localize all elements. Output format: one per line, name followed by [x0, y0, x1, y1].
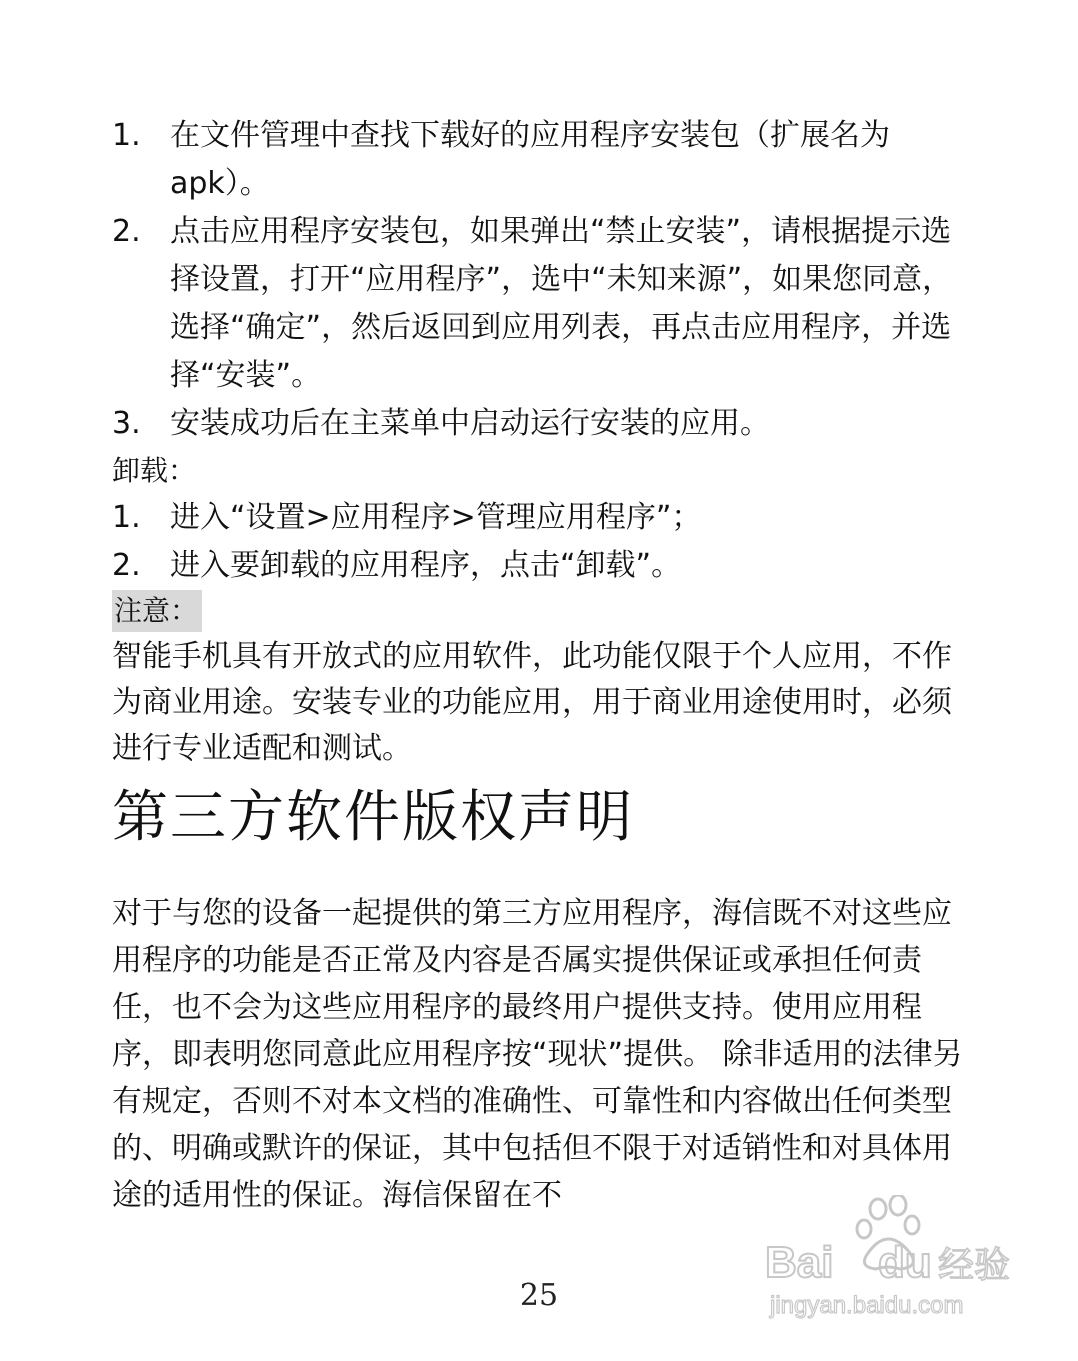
install-step-number: 3. [112, 406, 141, 441]
install-step-text: 点击应用程序安装包，如果弹出“禁止安装”，请根据提示选择设置，打开“应用程序”，选中“未知来源”，如果您同意，选择“确定”，然后返回到应用列表，再点击应用程序，并选择“安装”。 [170, 214, 953, 393]
note-block [112, 590, 972, 772]
uninstall-step [112, 542, 972, 590]
note-text: 智能手机具有开放式的应用软件，此功能仅限于个人应用，不作为商业用途。安装专业的功能应用，用于商业用途使用时，必须进行专业适配和测试。 [112, 639, 952, 766]
svg-text:jingyan.baidu.com: jingyan.baidu.com [770, 1292, 964, 1319]
install-step-number: 2. [112, 214, 141, 249]
svg-text:Bai: Bai [765, 1238, 834, 1287]
uninstall-step-number: 2. [112, 548, 141, 583]
uninstall-step-text: 进入要卸载的应用程序，点击“卸载”。 [170, 548, 682, 583]
install-step-text: 在文件管理中查找下载好的应用程序安装包（扩展名为apk）。 [170, 118, 890, 201]
page-content [112, 112, 972, 1219]
install-step-text: 安装成功后在主菜单中启动运行安装的应用。 [170, 406, 770, 441]
note-label: 注意： [112, 590, 202, 632]
svg-text:经验: 经验 [938, 1245, 1011, 1286]
install-step [112, 208, 972, 400]
install-step-number: 1. [112, 118, 141, 153]
section-title: 第三方软件版权声明 [112, 785, 634, 850]
svg-text:du: du [878, 1238, 932, 1287]
uninstall-step-number: 1. [112, 500, 141, 535]
page-number: 25 [519, 1278, 559, 1313]
uninstall-step-text: 进入“设置>应用程序>管理应用程序”； [170, 500, 702, 535]
section-body: 对于与您的设备一起提供的第三方应用程序，海信既不对这些应用程序的功能是否正常及内容是否属实提供保证或承担任何责任，也不会为这些应用程序的最终用户提供支持。使用应用程序，即表明您同意此应用程序按“现状”提供。 除非适用的法律另有规定，否则不对本文档的准确性、可靠性和内容做出任何类型的、明确或默许的保证，其中包括但不限于对适销性和对具体用途的适用性的保证。海信保留在不 [112, 896, 963, 1213]
install-step [112, 112, 972, 208]
uninstall-label: 卸载： [112, 454, 197, 487]
baidu-watermark-logo [760, 1195, 1020, 1325]
uninstall-step [112, 494, 972, 542]
install-step [112, 400, 972, 448]
